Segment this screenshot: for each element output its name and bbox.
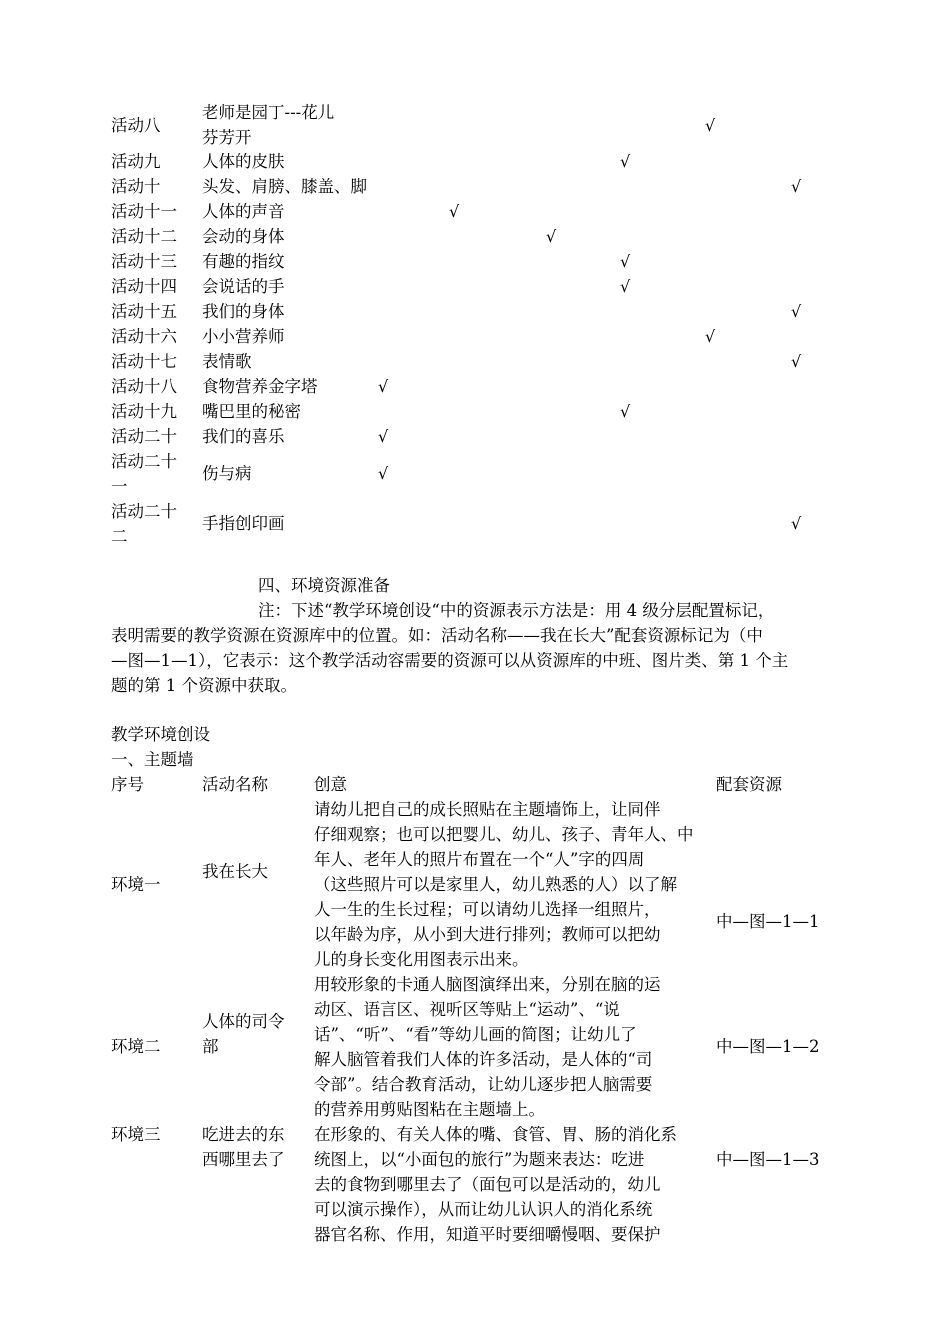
env-no: 环境三 — [111, 1125, 161, 1144]
idea-line: 的营养用剪贴图粘在主题墙上。 — [314, 1100, 545, 1119]
idea-line: 动区、语言区、视听区等贴上“运动”、“说 — [314, 1000, 620, 1019]
env-name: 部 — [202, 1037, 219, 1056]
check-mark: √ — [705, 327, 716, 346]
activity-id: 活动十九 — [111, 402, 177, 421]
idea-line: 以年龄为序，从小到大进行排列；教师可以把幼 — [314, 925, 661, 944]
activity-name: 嘴巴里的秘密 — [202, 402, 301, 421]
check-mark: √ — [546, 227, 557, 246]
activity-id: 活动二十 — [111, 502, 177, 521]
check-mark: √ — [449, 202, 460, 221]
idea-line: 统图上，以“小面包的旅行”为题来表达：吃进 — [314, 1150, 645, 1169]
activity-id: 活动十五 — [111, 302, 177, 321]
idea-line: 令部”。结合教育活动，让幼儿逐步把人脑需要 — [314, 1075, 653, 1094]
idea-line: （这些照片可以是家里人，幼儿熟悉的人）以了解 — [314, 875, 677, 894]
header-resource: 配套资源 — [716, 775, 782, 794]
activity-id: 活动十七 — [111, 352, 177, 371]
idea-line: 解人脑管着我们人体的许多活动，是人体的“司 — [314, 1050, 653, 1069]
idea-line: 话”、“听”、“看”等幼儿画的简图；让幼儿了 — [314, 1025, 637, 1044]
check-mark: √ — [791, 514, 802, 533]
check-mark: √ — [378, 377, 389, 396]
env-resource: 中—图—1—2 — [716, 1037, 820, 1056]
env-name: 西哪里去了 — [202, 1150, 285, 1169]
note-line: 表明需要的教学资源在资源库中的位置。如：活动名称——我在长大”配套资源标记为（中 — [111, 626, 763, 645]
check-mark: √ — [620, 402, 631, 421]
idea-line: 请幼儿把自己的成长照贴在主题墙饰上，让同伴 — [314, 800, 661, 819]
activity-name: 会动的身体 — [202, 227, 285, 246]
activity-name: 食物营养金字塔 — [202, 377, 318, 396]
activity-name: 我们的喜乐 — [202, 427, 285, 446]
activity-id: 活动二十 — [111, 452, 177, 471]
idea-line: 年人、老年人的照片布置在一个“人”字的四周 — [314, 850, 645, 869]
activity-name: 我们的身体 — [202, 302, 285, 321]
env-name: 我在长大 — [202, 862, 268, 881]
note-line: —图—1—1），它表示：这个教学活动容需要的资源可以从资源库的中班、图片类、第 1 个主 — [111, 651, 789, 670]
section-heading: 四、环境资源准备 — [258, 576, 390, 595]
idea-line: 用较形象的卡通人脑图演绎出来，分别在脑的运 — [314, 975, 661, 994]
idea-line: 人一生的生长过程；可以请幼儿选择一组照片， — [314, 900, 661, 919]
header-no: 序号 — [111, 775, 144, 794]
activity-id: 活动十八 — [111, 377, 177, 396]
env-name: 吃进去的东 — [202, 1125, 285, 1144]
activity-name: 芬芳开 — [202, 128, 252, 147]
activity-id: 活动十一 — [111, 202, 177, 221]
activity-name: 人体的皮肤 — [202, 152, 285, 171]
activity-name: 表情歌 — [202, 352, 252, 371]
activity-name: 会说话的手 — [202, 277, 285, 296]
activity-id: 活动九 — [111, 152, 161, 171]
note-line: 注：下述“教学环境创设“中的资源表示方法是：用 4 级分层配置标记， — [258, 601, 775, 620]
activity-name: 伤与病 — [202, 464, 252, 483]
env-name: 人体的司令 — [202, 1012, 285, 1031]
header-idea: 创意 — [314, 775, 347, 794]
activity-id: 活动二十 — [111, 427, 177, 446]
check-mark: √ — [620, 152, 631, 171]
env-resource: 中—图—1—1 — [716, 912, 820, 931]
activity-id: 一 — [111, 477, 128, 496]
idea-line: 可以演示操作），从而让幼儿认识人的消化系统 — [314, 1200, 653, 1219]
activity-name: 小小营养师 — [202, 327, 285, 346]
check-mark: √ — [620, 277, 631, 296]
idea-line: 器官名称、作用，知道平时要细嚼慢咽、要保护 — [314, 1225, 661, 1244]
env-title: 教学环境创设 — [111, 725, 210, 744]
activity-name: 手指创印画 — [202, 514, 285, 533]
idea-line: 仔细观察；也可以把婴儿、幼儿、孩子、青年人、中 — [314, 825, 694, 844]
activity-id: 活动十三 — [111, 252, 177, 271]
activity-name: 人体的声音 — [202, 202, 285, 221]
activity-name: 头发、肩膀、膝盖、脚 — [202, 177, 367, 196]
activity-id: 活动十六 — [111, 327, 177, 346]
check-mark: √ — [378, 427, 389, 446]
header-name: 活动名称 — [202, 775, 268, 794]
env-subtitle: 一、主题墙 — [111, 750, 194, 769]
idea-line: 去的食物到哪里去了（面包可以是活动的，幼儿 — [314, 1175, 661, 1194]
idea-line: 在形象的、有关人体的嘴、食管、胃、肠的消化系 — [314, 1125, 677, 1144]
check-mark: √ — [791, 352, 802, 371]
env-resource: 中—图—1—3 — [716, 1150, 820, 1169]
check-mark: √ — [791, 302, 802, 321]
check-mark: √ — [705, 116, 716, 135]
check-mark: √ — [378, 464, 389, 483]
check-mark: √ — [791, 177, 802, 196]
activity-id: 活动十二 — [111, 227, 177, 246]
activity-name: 有趣的指纹 — [202, 252, 285, 271]
env-no: 环境一 — [111, 875, 161, 894]
activity-id: 活动十 — [111, 177, 161, 196]
activity-name: 老师是园丁---花儿 — [202, 103, 335, 122]
idea-line: 儿的身长变化用图表示出来。 — [314, 950, 529, 969]
env-no: 环境二 — [111, 1037, 161, 1056]
activity-id: 活动八 — [111, 116, 161, 135]
check-mark: √ — [620, 252, 631, 271]
activity-id: 二 — [111, 527, 128, 546]
note-line: 题的第 1 个资源中获取。 — [111, 676, 297, 695]
activity-id: 活动十四 — [111, 277, 177, 296]
